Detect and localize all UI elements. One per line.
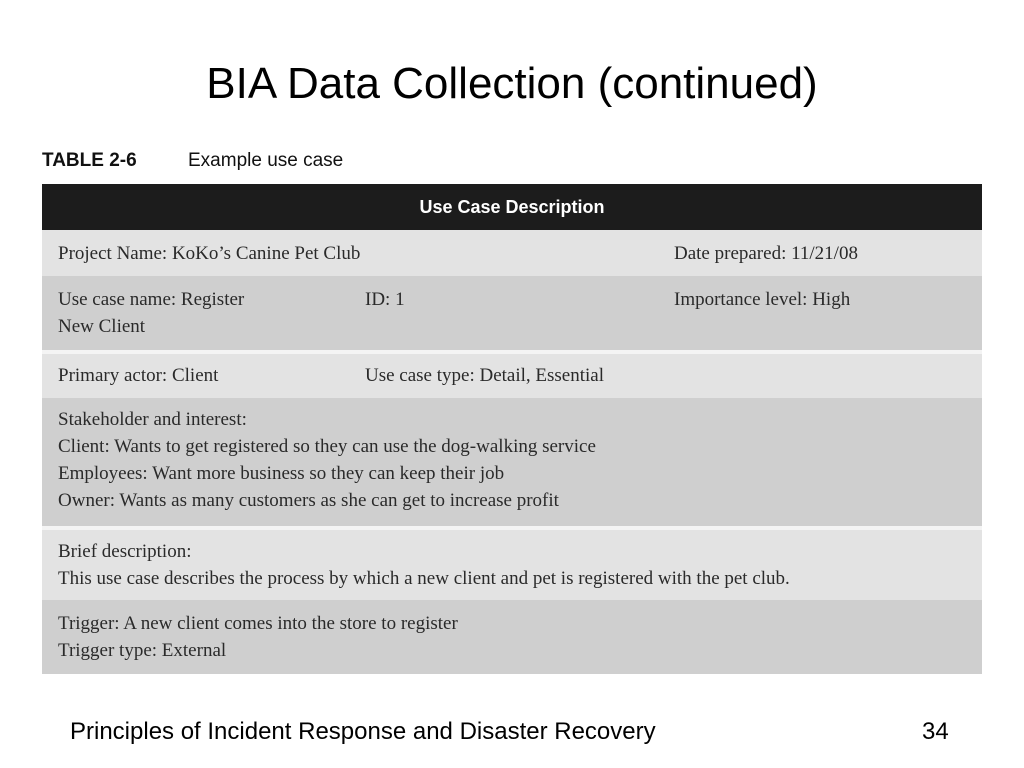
footer-text: Principles of Incident Response and Disaster Recovery (70, 718, 656, 745)
row-trigger (42, 600, 982, 674)
row-primary-actor (42, 350, 982, 398)
table-header: Use Case Description (42, 184, 982, 230)
use-case-type: Use case type: Detail, Essential (365, 365, 605, 386)
slide-title: BIA Data Collection (continued) (206, 59, 818, 108)
stakeholder-line: Employees: Want more business so they can keep their job (58, 463, 505, 484)
table-caption (42, 150, 343, 172)
date-prepared: Date prepared: 11/21/08 (674, 243, 858, 264)
use-case-id: ID: 1 (365, 289, 405, 310)
project-name: Project Name: KoKo’s Canine Pet Club (58, 243, 361, 264)
use-case-table (42, 184, 982, 674)
table-caption-number: TABLE 2-6 (42, 150, 137, 171)
stakeholder-line: Stakeholder and interest: (58, 409, 247, 430)
row-project (42, 230, 982, 276)
brief-description-line: Brief description: (58, 541, 192, 562)
table-caption-title: Example use case (188, 150, 344, 171)
trigger-line: Trigger: A new client comes into the store to register (58, 613, 458, 634)
use-case-name-line2: New Client (58, 316, 146, 337)
row-stakeholders (42, 398, 982, 526)
page-number: 34 (922, 718, 949, 745)
row-brief-description (42, 526, 982, 600)
trigger-line: Trigger type: External (58, 640, 227, 661)
stakeholder-line: Owner: Wants as many customers as she can get to increase profit (58, 490, 559, 511)
use-case-name-line1: Use case name: Register (58, 289, 245, 310)
brief-description-line: This use case describes the process by which a new client and pet is registered with the pet club. (58, 568, 790, 589)
importance-level: Importance level: High (674, 289, 851, 310)
primary-actor: Primary actor: Client (58, 365, 219, 386)
row-use-case-name (42, 276, 982, 350)
stakeholder-line: Client: Wants to get registered so they can use the dog-walking service (58, 436, 596, 457)
